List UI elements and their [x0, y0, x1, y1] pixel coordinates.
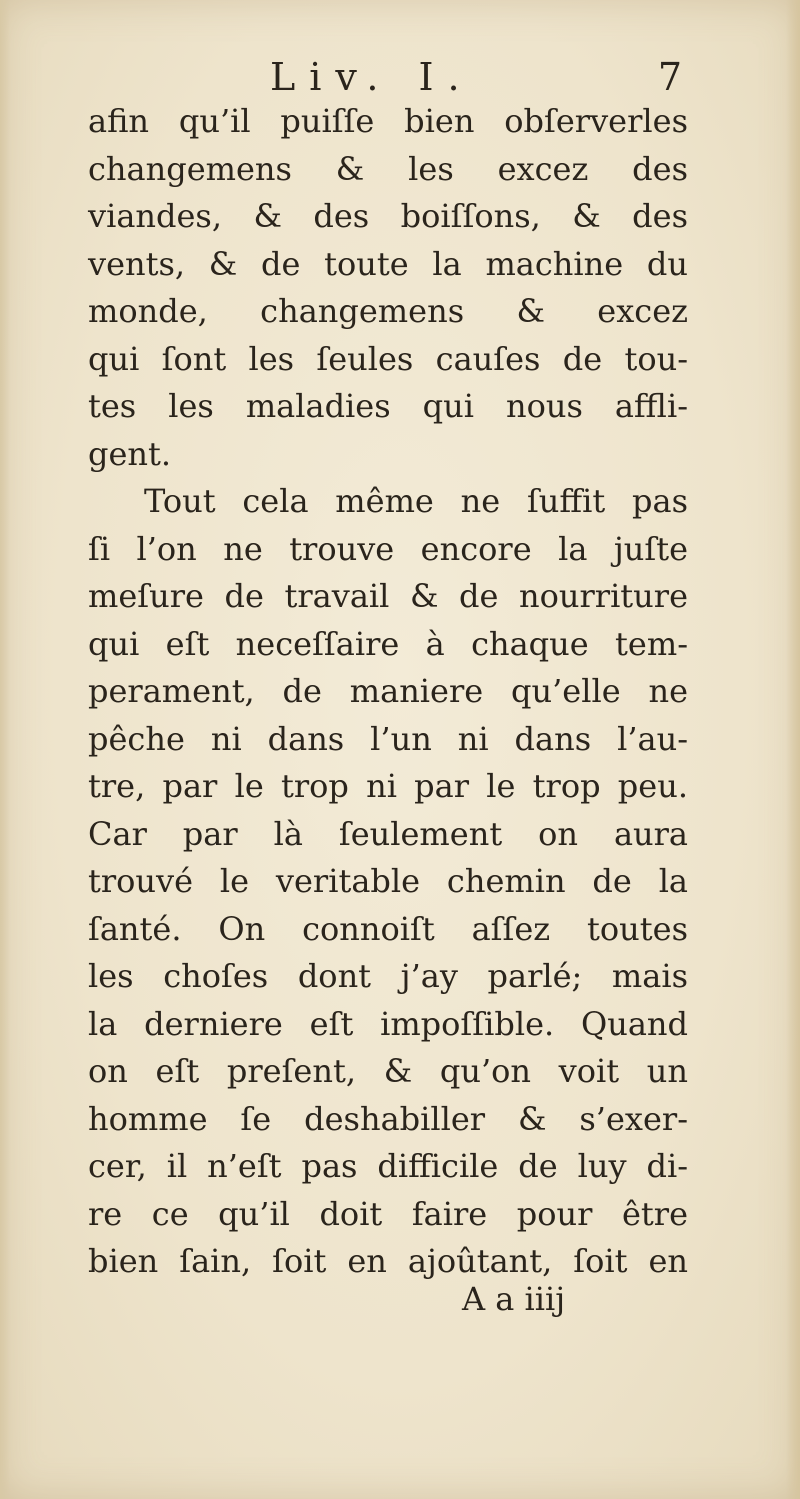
page-header: [90, 52, 690, 102]
text-line: gent.: [88, 434, 172, 473]
text-line: perament, de maniere qu’elle ne: [88, 672, 688, 710]
text-line: tes les maladies qui nous affli-: [88, 387, 688, 425]
text-line: cer, il n’eſt pas difficile de luy di-: [88, 1147, 688, 1185]
text-line: monde, changemens & excez: [88, 292, 688, 330]
running-head: Liv. I.: [270, 55, 474, 99]
text-line: bien ſain, ſoit en ajoûtant, ſoit en: [88, 1242, 688, 1280]
page-edge-right: [786, 0, 800, 1499]
text-line: homme ſe deshabiller & s’exer-: [88, 1099, 688, 1138]
body-text: [88, 98, 688, 1286]
text-line: re ce qu’il doit faire pour être: [88, 1194, 688, 1233]
text-line: ſi l’on ne trouve encore la juſte: [88, 529, 688, 568]
text-line: pêche ni dans l’un ni dans l’au-: [88, 719, 688, 758]
text-line: meſure de travail & de nourriture: [88, 577, 688, 615]
text-line: les choſes dont j’ay parlé; mais: [88, 957, 688, 995]
page-edge-left: [0, 0, 10, 1499]
text-line: qui ſont les ſeules cauſes de tou-: [88, 339, 688, 378]
text-line: changemens & les excez des: [88, 149, 688, 188]
page-number: 7: [657, 55, 682, 99]
text-line: Car par là ſeulement on aura: [88, 814, 688, 853]
text-line: afin qu’il puiſſe bien obſerverles: [88, 102, 688, 140]
text-line: ſanté. On connoiſt aſſez toutes: [88, 909, 688, 948]
text-line: on eſt preſent, & qu’on voit un: [88, 1052, 688, 1090]
text-line: vents, & de toute la machine du: [88, 244, 688, 283]
text-line: trouvé le veritable chemin de la: [88, 862, 688, 900]
text-line: la derniere eſt impoſſible. Quand: [88, 1004, 688, 1043]
text-line: Tout cela même ne ſuffit pas: [144, 482, 688, 520]
text-line: tre, par le trop ni par le trop peu.: [88, 767, 688, 805]
text-line: viandes, & des boiſſons, & des: [88, 197, 688, 235]
text-line: qui eſt neceſſaire à chaque tem-: [88, 624, 688, 663]
signature-catchword: A a iiij: [462, 1280, 566, 1318]
